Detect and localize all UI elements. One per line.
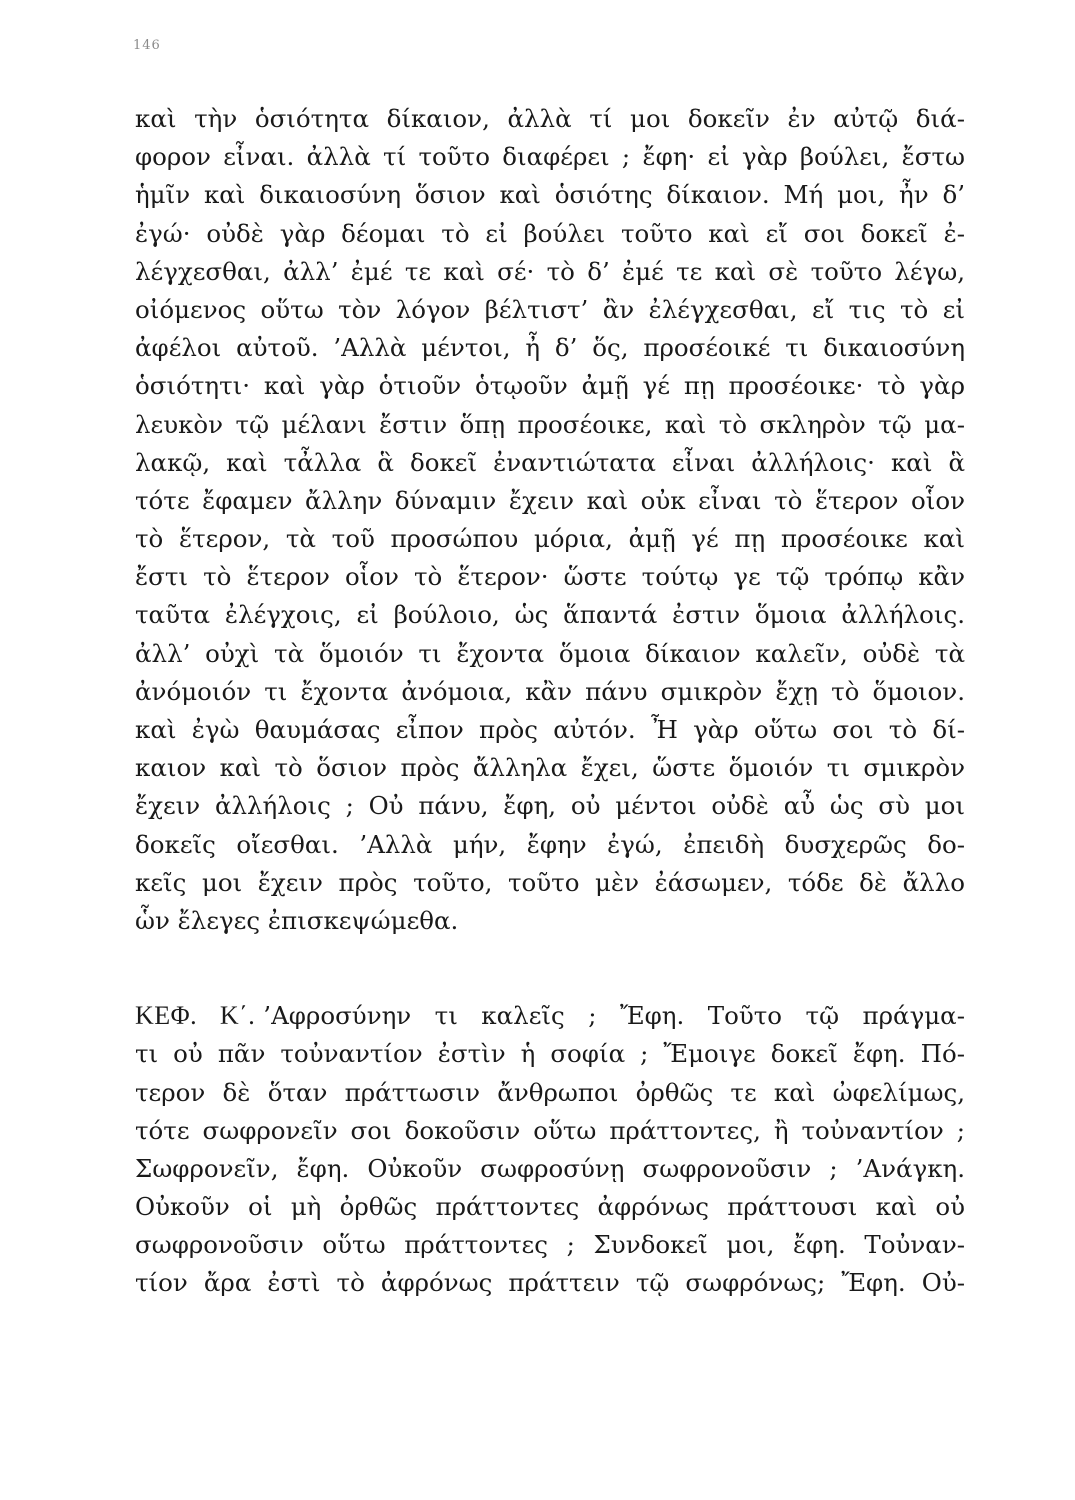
chapter-first-line [135,997,965,1035]
text-line: ἡμῖν καὶ δικαιοσύνη ὅσιον καὶ ὁσιότης δίκαιον. Μή μοι, ἦν δ’ [135,180,965,210]
text-line: Οὐκοῦν οἱ μὴ ὀρθῶς πράττοντες ἀφρόνως πράττουσι καὶ οὐ [135,1192,965,1222]
text-line: φορον εἶναι. ἀλλὰ τί τοῦτο διαφέρει ; ἔφη· εἰ γὰρ βούλει, ἔστω [135,142,965,172]
text-line: καὶ ἐγὼ θαυμάσας εἶπον πρὸς αὐτόν. Ἦ γὰρ οὕτω σοι τὸ δί- [135,715,965,744]
text-line: ἀνόμοιόν τι ἔχοντα ἀνόμοια, κἂν πάνυ σμικρὸν ἔχῃ τὸ ὅμοιον. [135,676,965,706]
text-line: ὧν ἔλεγες ἐπισκεψώμεθα. [135,905,459,935]
text-line: τερον δὲ ὅταν πράττωσιν ἄνθρωποι ὀρθῶς τε καὶ ὠφελίμως, [135,1077,965,1107]
text-line: ἔχειν ἀλλήλοις ; Οὐ πάνυ, ἔφη, οὐ μέντοι οὐδὲ αὖ ὡς σὺ μοι [135,791,965,821]
text-line: τότε ἔφαμεν ἄλλην δύναμιν ἔχειν καὶ οὐκ εἶναι τὸ ἕτερον οἷον [135,485,965,515]
chapter-label: ΚΕΦ. Κ΄. [135,1001,256,1031]
text-line: καιον καὶ τὸ ὅσιον πρὸς ἄλληλα ἔχει, ὥστε ὅμοιόν τι σμικρὸν [135,753,965,783]
text-line: λακῷ, καὶ τἆλλα ἃ δοκεῖ ἐναντιώτατα εἶναι ἀλλήλοις· καὶ ἃ [135,447,965,477]
page-number: 146 [133,38,161,53]
text-line: οἰόμενος οὕτω τὸν λόγον βέλτιστ’ ἂν ἐλέγχεσθαι, εἴ τις τὸ εἰ [135,294,965,324]
text-line: δοκεῖς οἴεσθαι. ’Αλλὰ μήν, ἔφην ἐγώ, ἐπειδὴ δυσχερῶς δο- [135,829,965,859]
text-line: τι οὐ πᾶν τοὐναντίον ἐστὶν ἡ σοφία ; Ἔμοιγε δοκεῖ ἔφη. Πό- [135,1039,965,1069]
text-line: ἐγώ· οὐδὲ γὰρ δέομαι τὸ εἰ βούλει τοῦτο καὶ εἴ σοι δοκεῖ ἐ- [135,218,965,248]
text-line: Σωφρονεῖν, ἔφη. Οὐκοῦν σωφροσύνῃ σωφρονοῦσιν ; ’Ανάγκη. [135,1153,965,1183]
text-line: ταῦτα ἐλέγχοις, εἰ βούλοιο, ὡς ἅπαντά ἐστιν ὅμοια ἀλλήλοις. [135,600,965,630]
page-text [135,100,965,1303]
chapter-body [135,1035,965,1302]
text-line: ἀλλ’ οὐχὶ τὰ ὅμοιόν τι ἔχοντα ὅμοια δίκαιον καλεῖν, οὐδὲ τὰ [135,638,965,668]
text-line: τὸ ἕτερον, τὰ τοῦ προσώπου μόρια, ἀμῇ γέ πῃ προσέοικε καὶ [135,524,965,554]
paragraph-dialogue [135,100,965,940]
text-line: καὶ τὴν ὁσιότητα δίκαιον, ἀλλὰ τί μοι δοκεῖν ἐν αὐτῷ διά- [135,104,965,133]
text-line: ὁσιότητι· καὶ γὰρ ὁτιοῦν ὁτῳοῦν ἀμῇ γέ πῃ προσέοικε· τὸ γὰρ [135,371,965,401]
text-line: λέγχεσθαι, ἀλλ’ ἐμέ τε καὶ σέ· τὸ δ’ ἐμέ τε καὶ σὲ τοῦτο λέγω, [135,256,965,286]
text-line: ἀφέλοι αὐτοῦ. ’Αλλὰ μέντοι, ἦ δ’ ὅς, προσέοικέ τι δικαιοσύνη [135,333,965,363]
text-line: τότε σωφρονεῖν σοι δοκοῦσιν οὕτω πράττοντες, ἢ τοὐναντίον ; [135,1115,965,1145]
text-line: σωφρονοῦσιν οὕτω πράττοντες ; Συνδοκεῖ μοι, ἔφη. Τοὐναν- [135,1230,965,1260]
section-gap [135,940,965,997]
text-line: ἔστι τὸ ἕτερον οἷον τὸ ἕτερον· ὥστε τούτῳ γε τῷ τρόπῳ κἂν [135,562,965,592]
chapter-first-line-text: ’Αφροσύνην τι καλεῖς ; Ἔφη. Τοῦτο τῷ πράγμα- [263,1001,965,1031]
chapter-section [135,997,965,1303]
text-line: τίον ἄρα ἐστὶ τὸ ἀφρόνως πράττειν τῷ σωφρόνως; Ἔφη. Οὐ- [135,1268,965,1298]
text-line: κεῖς μοι ἔχειν πρὸς τοῦτο, τοῦτο μὲν ἐάσωμεν, τόδε δὲ ἄλλο [135,867,965,897]
text-line: λευκὸν τῷ μέλανι ἔστιν ὅπῃ προσέοικε, καὶ τὸ σκληρὸν τῷ μα- [135,409,965,439]
